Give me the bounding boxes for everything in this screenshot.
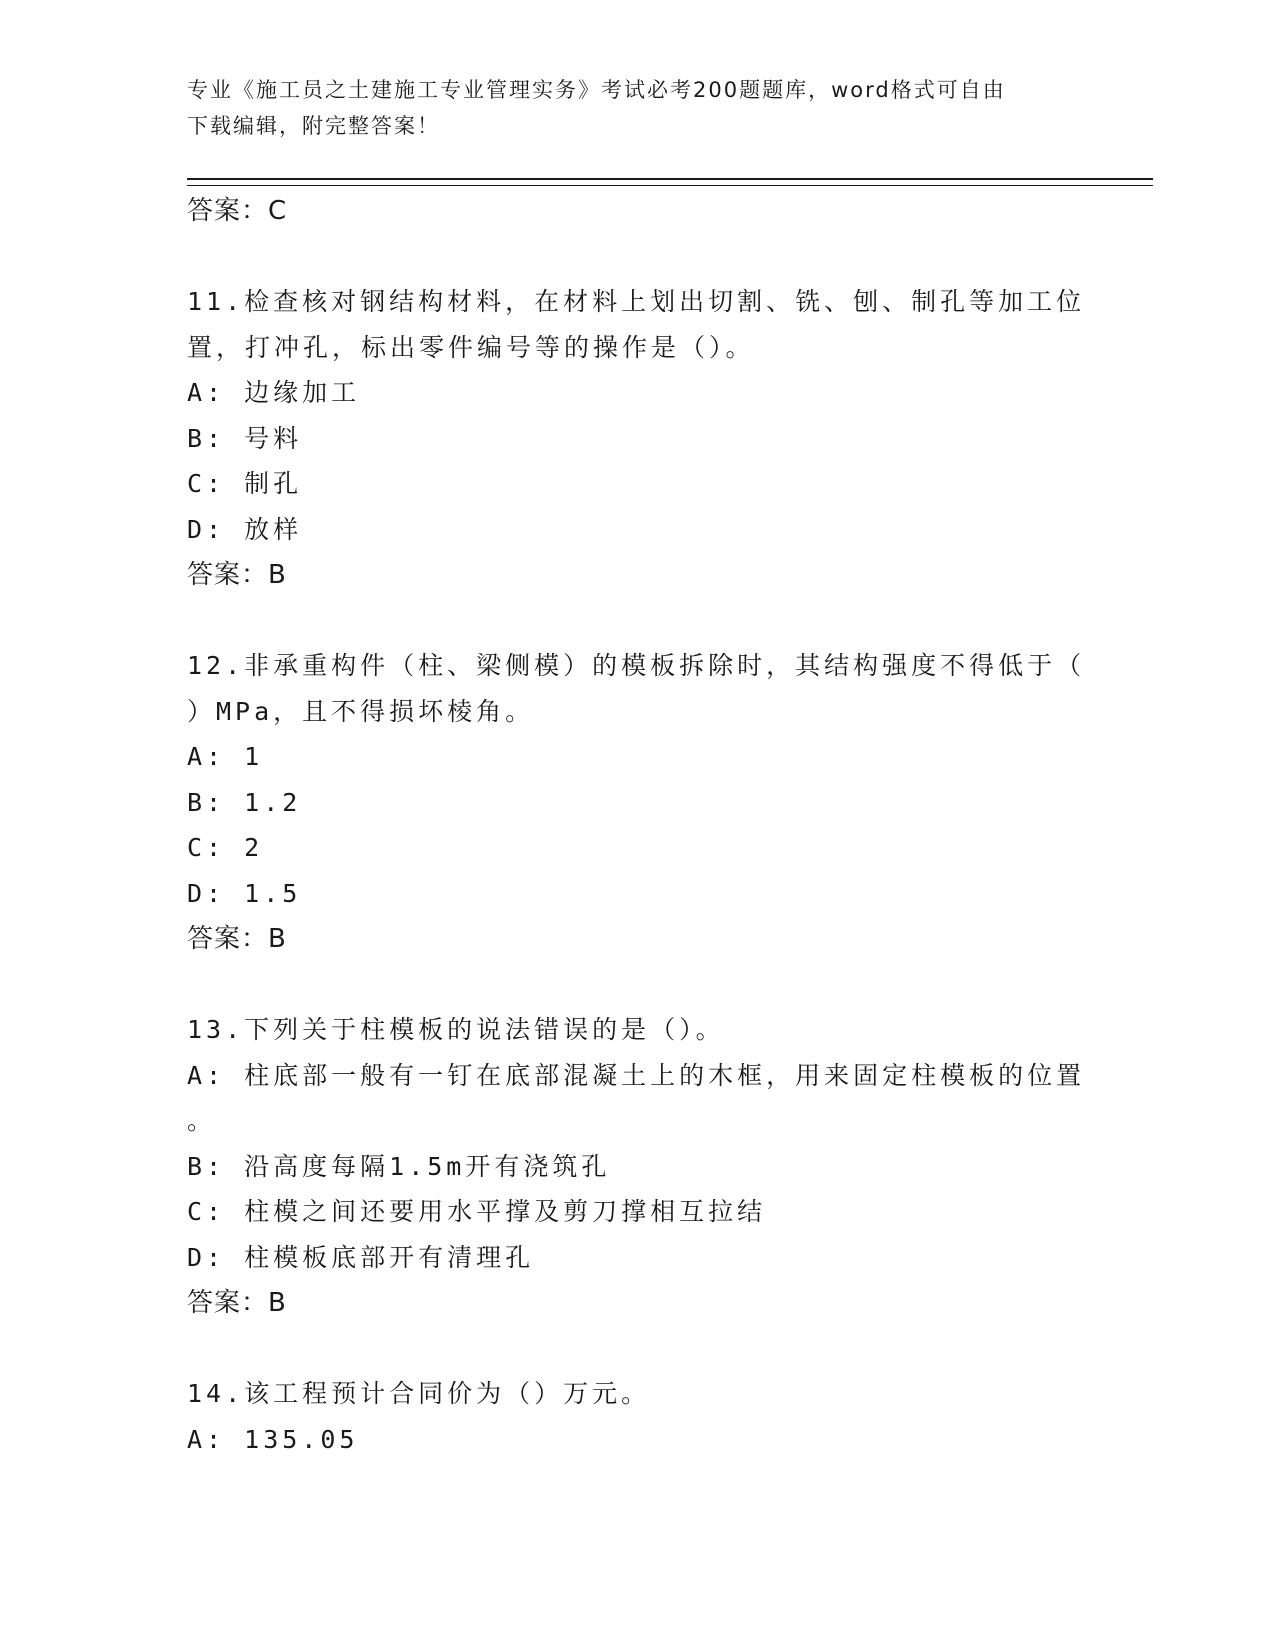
question-text-line: 11.检查核对钢结构材料，在材料上划出切割、铣、刨、制孔等加工位 (187, 287, 1086, 316)
option-b: B: 沿高度每隔1.5m开有浇筑孔 (187, 1151, 611, 1181)
option-d: D: 柱模板底部开有清理孔 (187, 1242, 535, 1272)
question-13 (187, 1007, 1086, 1326)
option-d: D: 放样 (187, 514, 303, 544)
option-a-continuation: 。 (187, 1106, 217, 1135)
answer-line: 答案：C (187, 196, 288, 226)
question-11 (187, 279, 1086, 598)
spacer (187, 598, 1067, 643)
page-header (187, 72, 1067, 144)
header-line-1: 专业《施工员之土建施工专业管理实务》考试必考200题题库，word格式可自由 (187, 78, 1006, 102)
question-text-line: 12.非承重构件（柱、梁侧模）的模板拆除时，其结构强度不得低于（ (187, 651, 1086, 680)
spacer (187, 1326, 1067, 1371)
question-14 (187, 1371, 1067, 1462)
answer-line: 答案：B (187, 924, 287, 954)
question-text-line: 13.下列关于柱模板的说法错误的是（）。 (187, 1015, 725, 1044)
question-12 (187, 643, 1086, 962)
header-divider (187, 178, 1153, 186)
option-d: D: 1.5 (187, 878, 302, 908)
option-b: B: 号料 (187, 423, 303, 453)
option-c: C: 柱模之间还要用水平撑及剪刀撑相互拉结 (187, 1197, 767, 1226)
question-list (187, 188, 1086, 1462)
answer-line: 答案：B (187, 560, 287, 590)
option-a: A: 边缘加工 (187, 378, 361, 407)
question-text-line: ）MPa，且不得损坏棱角。 (187, 696, 535, 726)
question-text-line: 14.该工程预计合同价为（）万元。 (187, 1379, 651, 1408)
option-a: A: 柱底部一般有一钉在底部混凝土上的木框，用来固定柱模板的位置 (187, 1060, 1086, 1090)
option-a: A: 135.05 (187, 1424, 359, 1454)
option-b: B: 1.2 (187, 787, 302, 817)
answer-line: 答案：B (187, 1288, 287, 1318)
spacer (187, 234, 1067, 279)
header-line-2: 下载编辑，附完整答案！ (187, 114, 440, 138)
option-c: C: 2 (187, 833, 264, 862)
option-a: A: 1 (187, 742, 264, 771)
spacer (187, 962, 1067, 1007)
option-c: C: 制孔 (187, 469, 303, 498)
question-text-line: 置，打冲孔，标出零件编号等的操作是（）。 (187, 332, 755, 362)
